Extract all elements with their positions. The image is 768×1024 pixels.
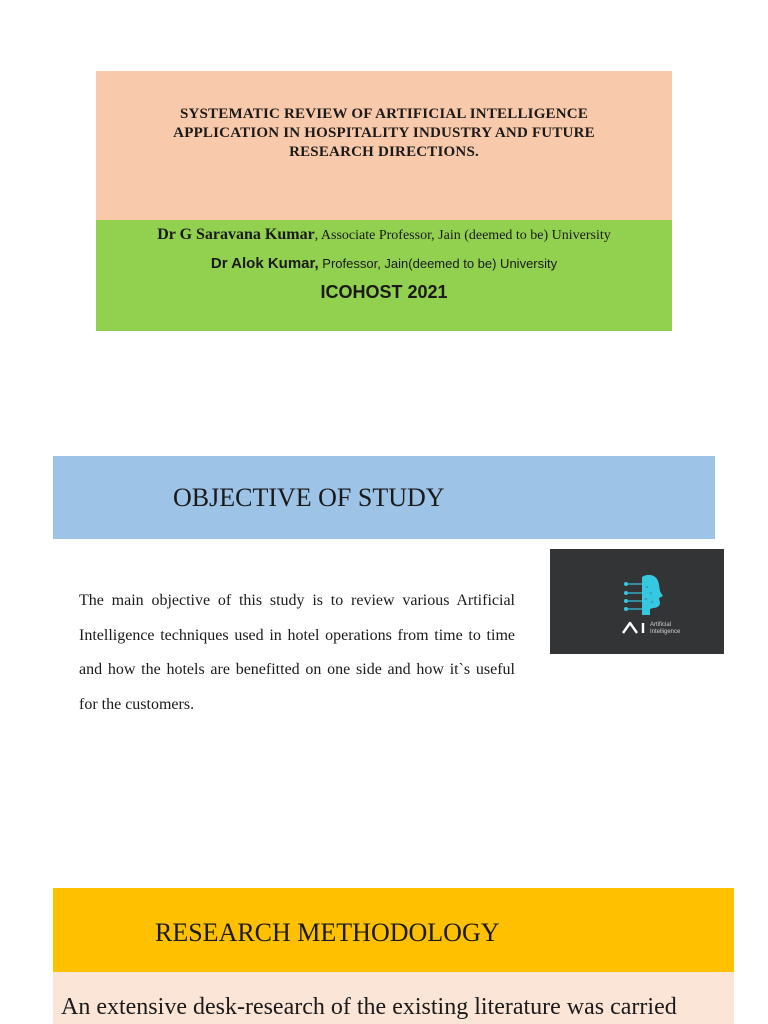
ai-caption-line-1: Artificial	[650, 622, 672, 628]
methodology-header-bar	[53, 888, 734, 972]
ai-caption-line-2: Intelligence	[650, 629, 681, 635]
title-line-1: SYSTEMATIC REVIEW OF ARTIFICIAL INTELLIGENCE	[179, 106, 589, 122]
title-line-3: RESEARCH DIRECTIONS.	[289, 144, 479, 160]
methodology-body	[53, 972, 734, 1024]
objective-paragraph: The main objective of this study is to review various Artificial Intelligence techniques used in hotel operations from time to time and how the hotels are benefitted on one side and how it`s useful for the customers.	[79, 592, 515, 713]
author-1	[96, 226, 672, 244]
author-2-affiliation: Professor, Jain(deemed to be) University	[318, 256, 558, 271]
author-1-name: Dr G Saravana Kumar	[157, 226, 315, 243]
author-2	[96, 255, 672, 272]
paper-title	[126, 105, 642, 162]
objective-heading: OBJECTIVE OF STUDY	[173, 483, 445, 512]
conference-name: ICOHOST 2021	[320, 282, 448, 302]
ai-letter-a	[623, 623, 637, 633]
author-1-affiliation: , Associate Professor, Jain (deemed to be) University	[314, 228, 611, 243]
objective-header-bar	[53, 456, 715, 539]
title-line-2: APPLICATION IN HOSPITALITY INDUSTRY AND FUTURE	[173, 125, 595, 141]
methodology-text: An extensive desk-research of the existing literature was carried	[61, 994, 677, 1020]
methodology-heading: RESEARCH METHODOLOGY	[155, 918, 500, 947]
title-box	[96, 71, 672, 220]
author-2-name: Dr Alok Kumar,	[210, 255, 319, 272]
ai-head-icon	[550, 549, 724, 654]
ai-illustration	[550, 549, 724, 654]
authors-box	[96, 220, 672, 331]
